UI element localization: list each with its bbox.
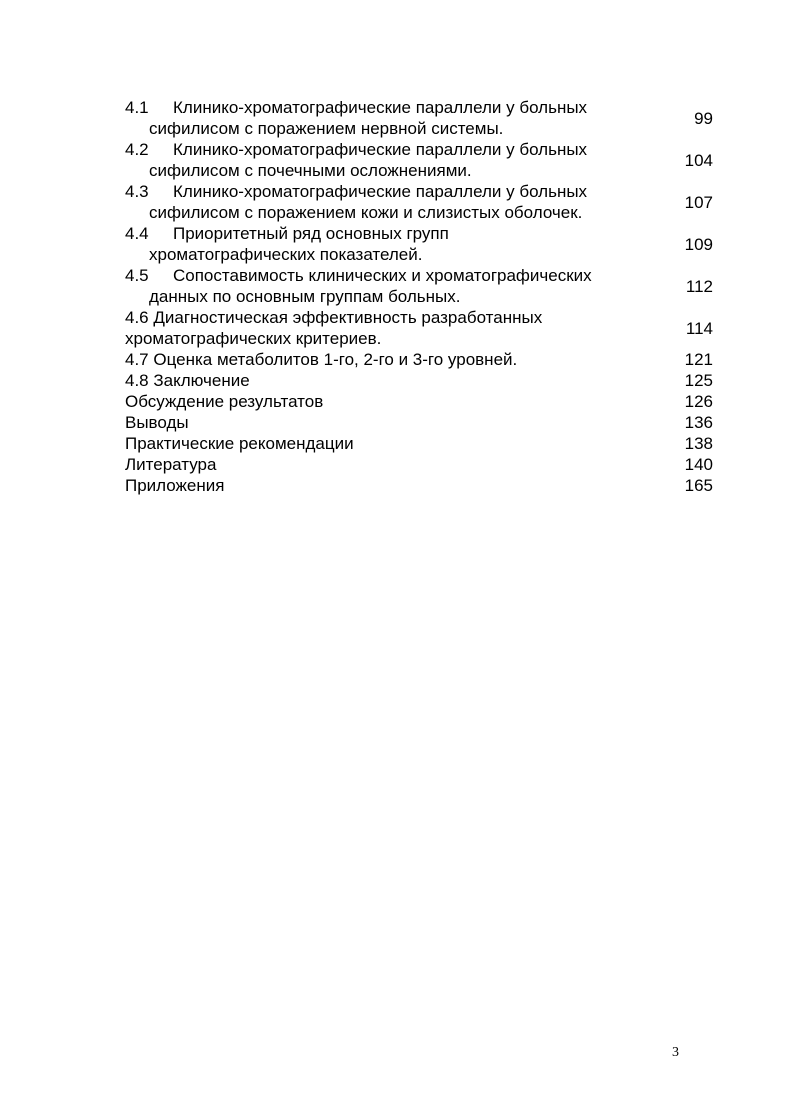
page-number: 3 — [672, 1045, 679, 1060]
toc-entry-first-line — [125, 181, 645, 202]
toc-entry-title: Приложения — [125, 476, 225, 495]
toc-entry-4-1 — [125, 97, 715, 139]
toc-entry-page: 107 — [684, 192, 713, 212]
toc-entry-title: Клинико-хроматографические параллели у больных — [173, 182, 588, 201]
toc-entry-continuation: хроматографических показателей. — [149, 245, 423, 264]
toc-entry-page: 125 — [684, 371, 713, 390]
toc-entry-first-line — [125, 139, 645, 160]
toc-entry-number: 4.1 — [125, 98, 149, 117]
toc-entry-continuation: сифилисом с поражением кожи и слизистых оболочек. — [149, 203, 583, 222]
toc-entry-title: Сопоставимость клинических и хроматографических — [173, 266, 592, 285]
toc-entry-continuation: данных по основным группам больных. — [149, 287, 461, 306]
toc-entry-number: 4.3 — [125, 182, 149, 201]
toc-entry-title: Обсуждение результатов — [125, 392, 324, 411]
toc-entry-continuation: хроматографических критериев. — [125, 329, 382, 348]
toc-entry-4-6 — [125, 307, 715, 349]
toc-entry-title: Литература — [125, 455, 217, 474]
toc-entry-page: 104 — [684, 150, 713, 170]
toc-entry-4-3 — [125, 181, 715, 223]
toc-entry-title: Приоритетный ряд основных групп — [173, 224, 449, 243]
toc-entry-page: 136 — [684, 413, 713, 432]
toc-entry-page: 114 — [685, 318, 713, 338]
toc-entry-continuation: сифилисом с почечными осложнениями. — [149, 161, 472, 180]
toc-entry-text — [125, 181, 645, 223]
toc-entry-title: Выводы — [125, 413, 189, 432]
toc-entry-text — [125, 265, 645, 307]
toc-entry-title: Практические рекомендации — [125, 434, 354, 453]
toc-entry-title: Клинико-хроматографические параллели у больных — [173, 140, 588, 159]
toc-entry-4-2 — [125, 139, 715, 181]
toc-entry-page: 165 — [684, 476, 713, 495]
toc-entry-page: 138 — [684, 434, 713, 453]
toc-entry-title: 4.8 Заключение — [125, 371, 250, 390]
toc-entry-literature — [125, 454, 715, 475]
toc-entry-4-4 — [125, 223, 715, 265]
toc-entry-first-line: 4.6 Диагностическая эффективность разработанных — [125, 308, 543, 327]
toc-entry-appendices — [125, 475, 715, 496]
toc-entry-page: 99 — [694, 108, 713, 128]
table-of-contents — [125, 97, 715, 496]
toc-entry-number: 4.2 — [125, 140, 149, 159]
toc-entry-page: 112 — [685, 276, 713, 296]
toc-entry-4-8 — [125, 370, 715, 391]
toc-entry-number: 4.5 — [125, 266, 149, 285]
toc-entry-number: 4.4 — [125, 224, 149, 243]
toc-entry-first-line — [125, 97, 645, 118]
toc-entry-title: 4.7 Оценка метаболитов 1-го, 2-го и 3-го уровней. — [125, 350, 518, 369]
toc-entry-4-7 — [125, 349, 715, 370]
toc-entry-first-line — [125, 265, 645, 286]
toc-entry-title: Клинико-хроматографические параллели у больных — [173, 98, 588, 117]
toc-entry-first-line — [125, 223, 645, 244]
toc-entry-continuation: сифилисом с поражением нервной системы. — [149, 119, 504, 138]
toc-entry-text — [125, 223, 645, 265]
toc-entry-page: 140 — [684, 455, 713, 474]
toc-entry-discussion — [125, 391, 715, 412]
toc-entry-conclusions — [125, 412, 715, 433]
toc-entry-text — [125, 139, 645, 181]
toc-entry-page: 121 — [684, 350, 713, 369]
toc-entry-recommendations — [125, 433, 715, 454]
toc-entry-text — [125, 307, 645, 349]
toc-entry-page: 126 — [684, 392, 713, 411]
toc-entry-page: 109 — [684, 234, 713, 254]
toc-entry-text — [125, 97, 645, 139]
toc-entry-4-5 — [125, 265, 715, 307]
